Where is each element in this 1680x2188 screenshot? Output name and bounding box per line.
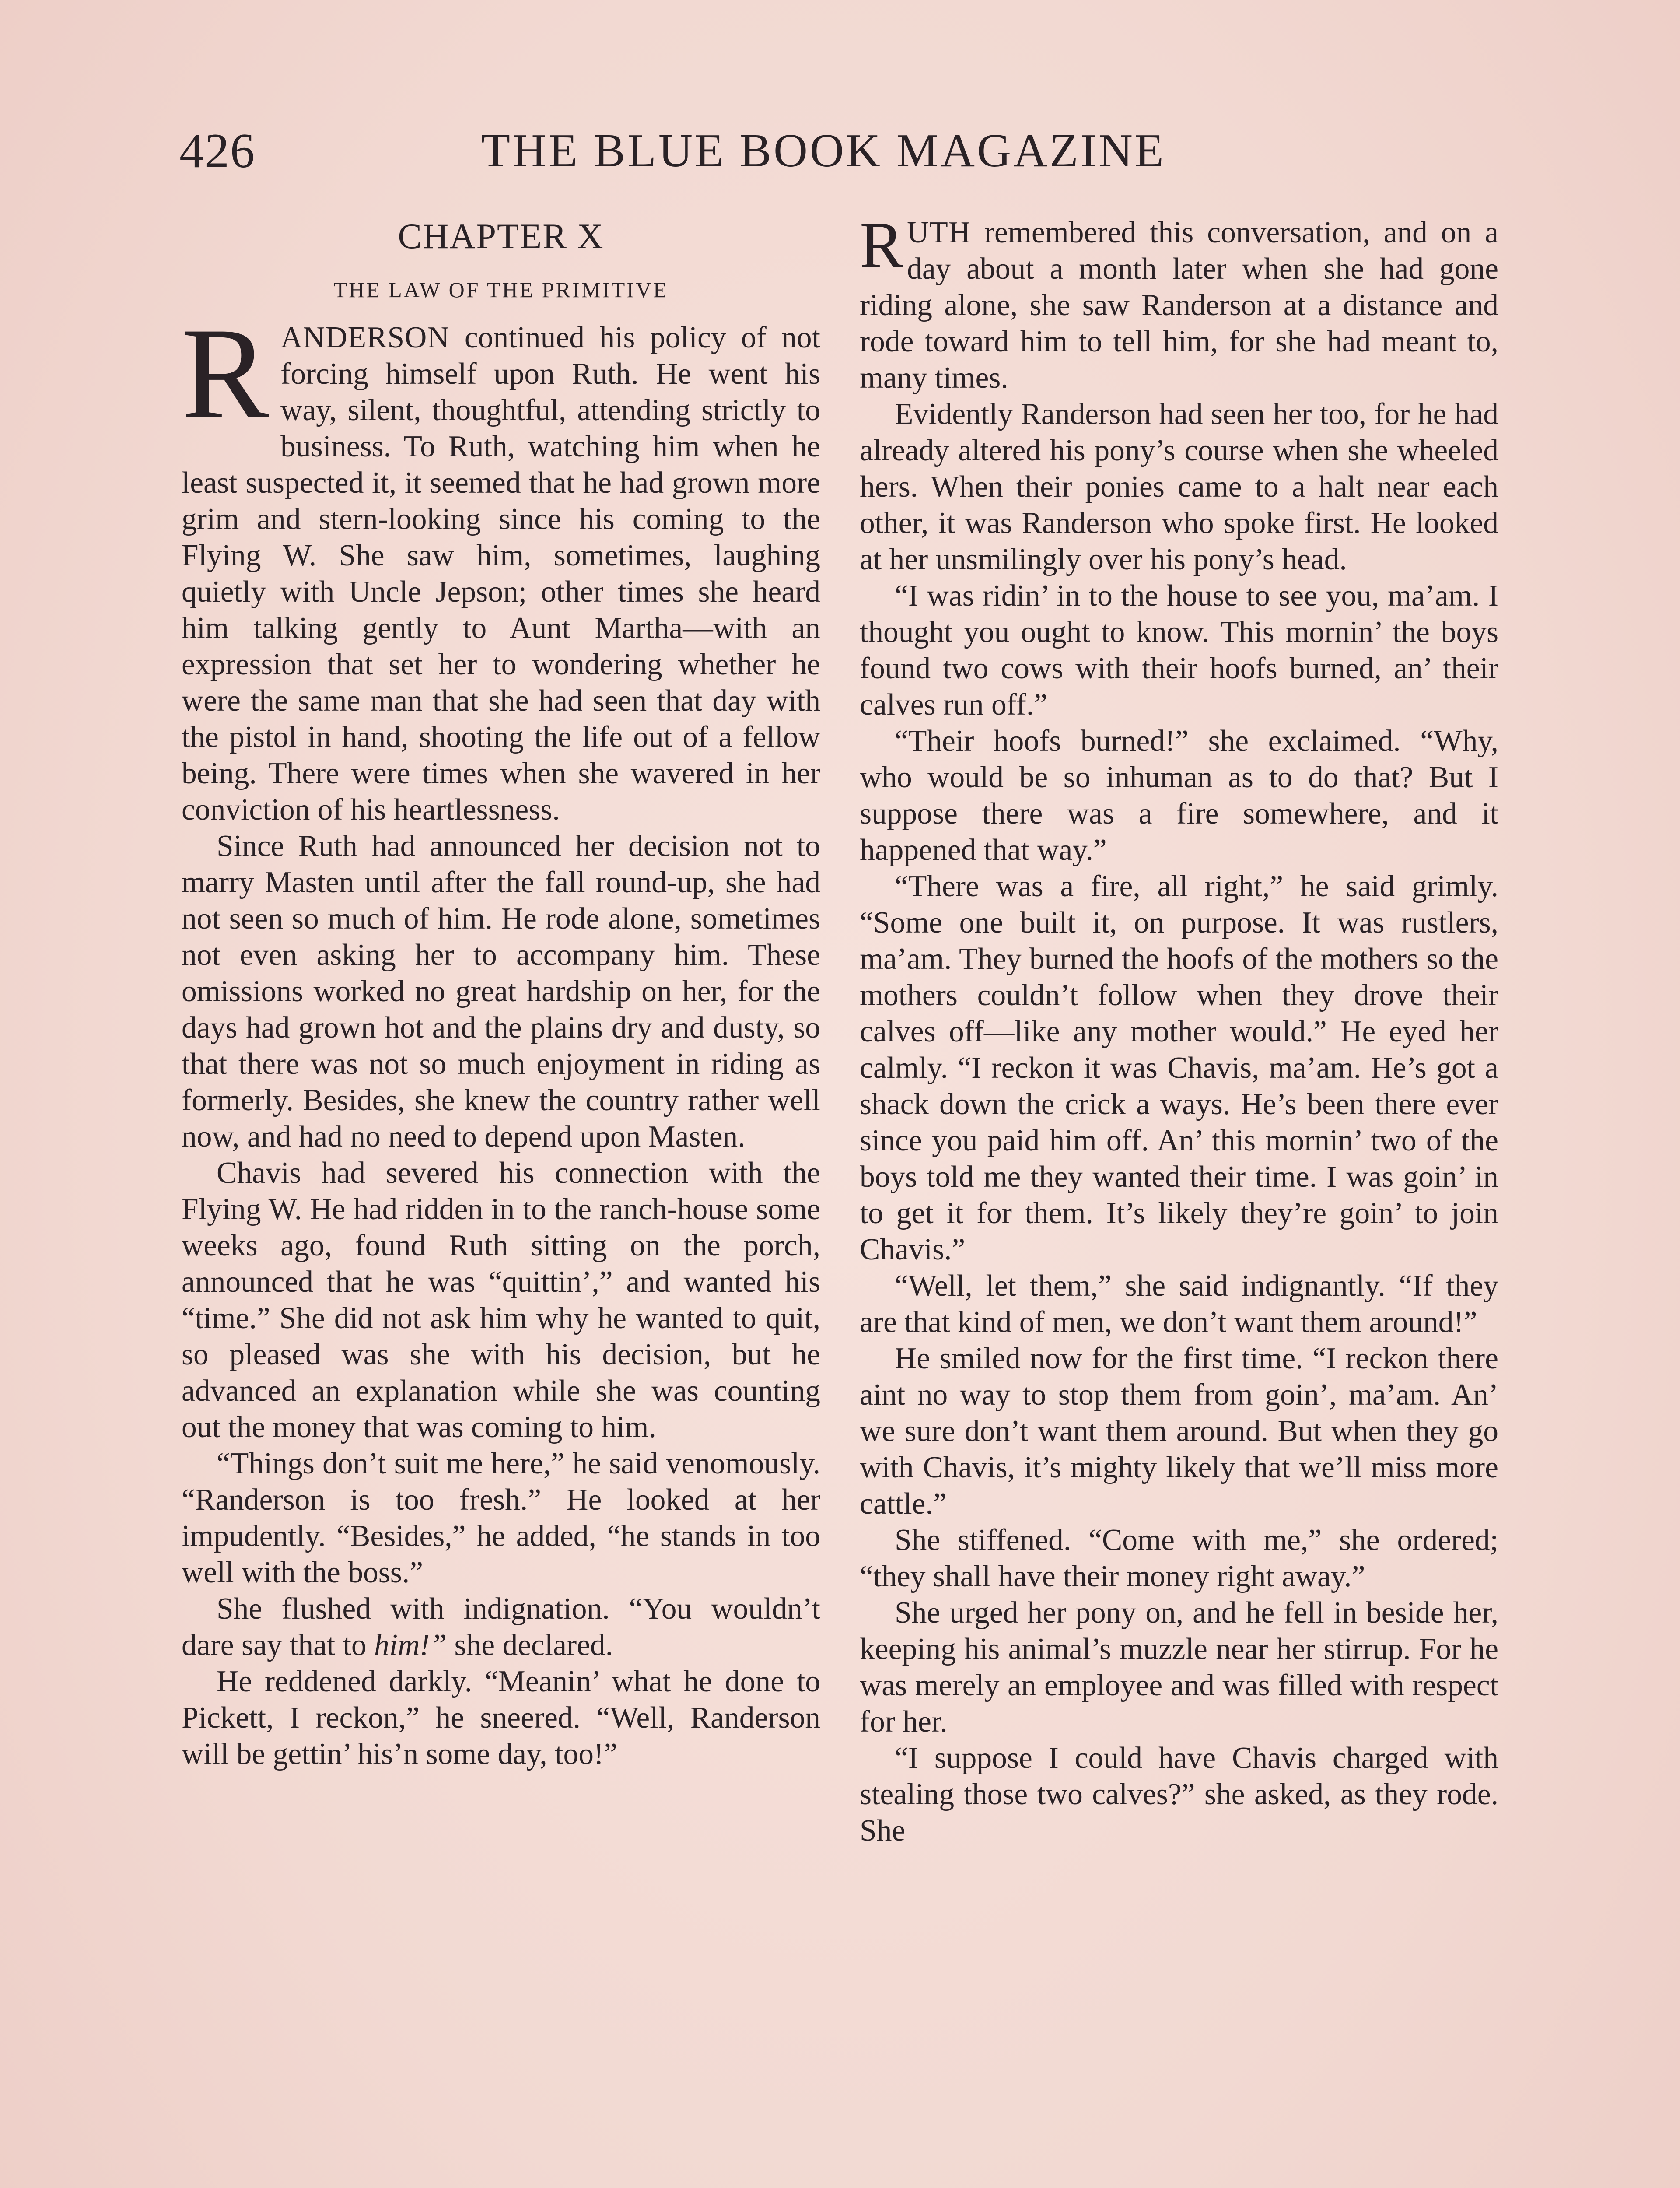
drop-cap-lead: ANDERSON [280, 321, 450, 354]
paragraph-text: She flushed with indignation. “You wouldn’t dare say that to [182, 1592, 820, 1662]
paragraph: Chavis had severed his connection with the Flying W. He had ridden in to the ranch-house some weeks ago, found Ruth sitting on the porch, announced that he was “quittin’,” and wanted his “time.” She did not ask him why he wanted to quit, so pleased was she with his decision, but he advanced an explanation while she was counting out the money that was coming to him. [182, 1156, 820, 1444]
opening-paragraph [182, 301, 820, 828]
opening-paragraph-text: continued his policy of not forcing himself upon Ruth. He went his way, silent, thoughtful, attending strictly to business. To Ruth, watching him when he least suspected it, it seemed that he had grown more grim and stern-looking since his coming to the Flying W. She saw him, sometimes, laughing quietly with Uncle Jepson; other times she heard him talking gently to Aunt Martha—with an expression that set her to wondering whether he were the same man that she had seen that day with the pistol in hand, shooting the life out of a fellow being. There were times when she wavered in her conviction of his heartlessness. [182, 321, 820, 827]
magazine-title: THE BLUE BOOK MAGAZINE [481, 125, 1166, 177]
italic-text: him!” [374, 1628, 447, 1662]
drop-cap: R [182, 301, 270, 446]
paragraph: She stiffened. “Come with me,” she ordered; “they shall have their money right away.” [860, 1523, 1498, 1593]
page-number: 426 [179, 124, 256, 178]
chapter-title: CHAPTER X [398, 216, 604, 256]
paragraph: He smiled now for the first time. “I reckon there aint no way to stop them from goin’, ma’am. An’ we sure don’t want them around. But when they go with Chavis, it’s mighty likely that we’ll miss more cattle.” [860, 1342, 1498, 1521]
paragraph: “Well, let them,” she said indignantly. “If they are that kind of men, we don’t want them around!” [860, 1269, 1498, 1339]
paragraph: “Things don’t suit me here,” he said venomously. “Randerson is too fresh.” He looked at her impudently. “Besides,” he added, “he stands in too well with the boss.” [182, 1447, 820, 1589]
paragraph: He reddened darkly. “Meanin’ what he done to Pickett, I reckon,” he sneered. “Well, Randerson will be gettin’ his’n some day, too!” [182, 1665, 820, 1771]
left-column [182, 214, 820, 1772]
paragraph [182, 1591, 820, 1663]
paragraph: Evidently Randerson had seen her too, for he had already altered his pony’s course when she wheeled hers. When their ponies came to a halt near each other, it was Randerson who spoke first. He looked at her unsmilingly over his pony’s head. [860, 397, 1498, 576]
paragraph: “I was ridin’ in to the house to see you, ma’am. I thought you ought to know. This mornin’ the boys found two cows with their hoofs burned, an’ their calves run off.” [860, 579, 1498, 722]
drop-cap-lead: UTH [907, 216, 971, 249]
paragraph: “Their hoofs burned!” she exclaimed. “Why, who would be so inhuman as to do that? But I suppose there was a fire somewhere, and it happened that way.” [860, 724, 1498, 867]
paragraph: She urged her pony on, and he fell in beside her, keeping his animal’s muzzle near her stirrup. For he was merely an employee and was filled with respect for her. [860, 1596, 1498, 1739]
paragraph: Since Ruth had announced her decision not to marry Masten until after the fall round-up, she had not seen so much of him. He rode alone, sometimes not even asking her to accompany him. These omissions worked no great hardship on her, for the days had grown hot and the plains dry and dusty, so that there was not so much enjoyment in riding as formerly. Besides, she knew the country rather well now, and had no need to depend upon Masten. [182, 829, 820, 1154]
opening-paragraph-text: remembered this conversation, and on a day about a month later when she had gone riding alone, she saw Randerson at a distance and rode toward him to tell him, for she had meant to, many times. [860, 216, 1498, 395]
opening-paragraph [860, 209, 1498, 396]
drop-cap: R [860, 209, 904, 281]
paragraph: “I suppose I could have Chavis charged with stealing those two calves?” she asked, as they rode. She [860, 1741, 1498, 1848]
chapter-subtitle: THE LAW OF THE PRIMITIVE [333, 277, 668, 302]
right-column [860, 209, 1498, 1849]
paragraph-text: she declared. [447, 1628, 613, 1662]
page-header [179, 118, 1221, 184]
paragraph: “There was a fire, all right,” he said grimly. “Some one built it, on purpose. It was rustlers, ma’am. They burned the hoofs of the mothers so the mothers couldn’t follow when they drove their calves off—like any mother would.” He eyed her calmly. “I reckon it was Chavis, ma’am. He’s got a shack down the crick a ways. He’s been there ever since you paid him off. An’ this mornin’ two of the boys told me they wanted their time. I was goin’ in to get it for them. It’s likely they’re goin’ to join Chavis.” [860, 870, 1498, 1266]
